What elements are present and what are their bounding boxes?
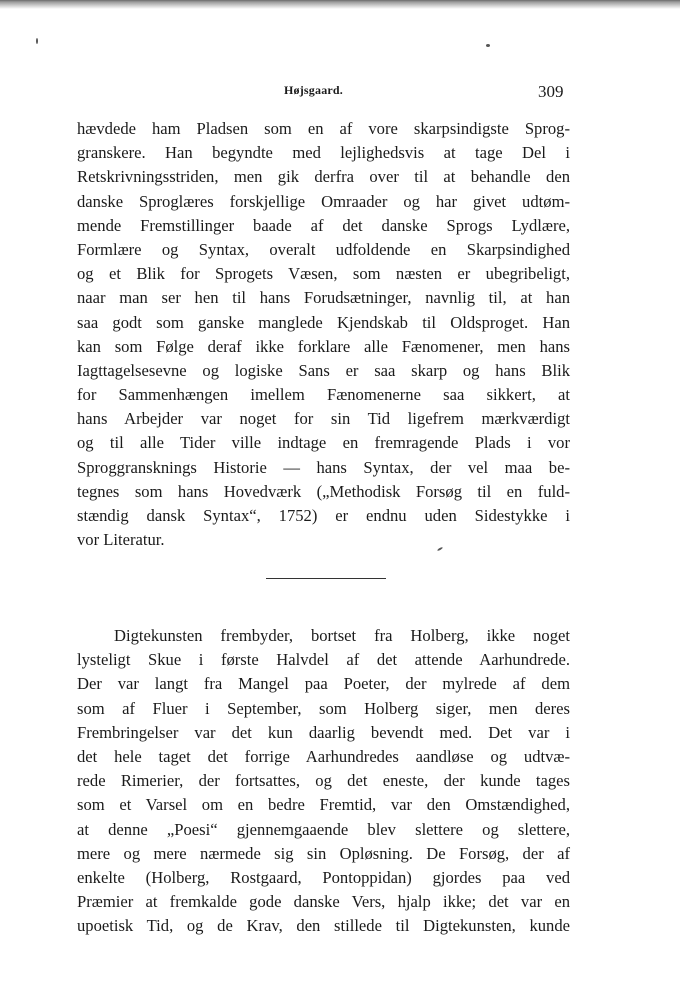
text-line: og et Blik for Sprogets Væsen, som næsten er ubegribeligt, — [77, 264, 570, 284]
text-line: saa godt som ganske manglede Kjendskab til Oldsproget. Han — [77, 312, 570, 332]
running-title: Højsgaard. — [284, 83, 343, 97]
running-head — [0, 82, 680, 102]
page-number: 309 — [538, 82, 564, 101]
text-line: vor Literatur. — [77, 530, 165, 550]
text-line: enkelte (Holberg, Rostgaard, Pontoppidan) gjordes paa ved — [77, 867, 570, 887]
text-line: Retskrivningsstriden, men gik derfra over til at behandle den — [77, 167, 570, 187]
scan-speck — [486, 44, 490, 47]
text-line: og til alle Tider ville indtage en fremragende Plads i vor — [77, 433, 570, 453]
text-line: kan som Følge deraf ikke forklare alle Fænomener, men hans — [77, 336, 570, 356]
text-line: naar man ser hen til hans Forudsætninger, navnlig til, at han — [77, 288, 570, 308]
text-line: tegnes som hans Hovedværk („Methodisk Forsøg til en fuld- — [77, 481, 570, 501]
text-line: for Sammenhængen imellem Fænomenerne saa sikkert, at — [77, 385, 570, 405]
text-line: danske Sproglæres forskjellige Omraader og har givet udtøm- — [77, 191, 570, 211]
text-line: Sproggransknings Historie — hans Syntax, der vel maa be- — [77, 457, 570, 477]
text-line: upoetisk Tid, og de Krav, den stillede til Digtekunsten, kunde — [77, 916, 570, 936]
text-line: hævdede ham Pladsen som en af vore skarpsindigste Sprog- — [77, 119, 570, 138]
text-line: hans Arbejder var noget for sin Tid ligefrem mærkværdigt — [77, 409, 570, 429]
paragraph-2 — [77, 624, 570, 938]
text-line: mere og mere nærmede sig sin Opløsning. De Forsøg, der af — [77, 843, 570, 863]
section-divider — [266, 578, 386, 579]
text-line: lysteligt Skue i første Halvdel af det attende Aarhundrede. — [77, 650, 570, 670]
text-line: rede Rimerier, der fortsattes, og det eneste, der kunde tages — [77, 771, 570, 791]
text-line: Iagttagelsesevne og logiske Sans er saa skarp og hans Blik — [77, 360, 570, 380]
text-line: stændig dansk Syntax“, 1752) er endnu uden Sidestykke i — [77, 506, 570, 525]
text-line: granskere. Han begyndte med lejlighedsvis at tage Del i — [77, 143, 570, 163]
text-line: Formlære og Syntax, overalt udfoldende en Skarpsindighed — [77, 239, 570, 259]
text-line: Frembringelser var det kun daarlig bevendt med. Det var i — [77, 722, 570, 742]
text-line: Der var langt fra Mangel paa Poeter, der mylrede af dem — [77, 674, 570, 694]
text-line: som et Varsel om en bedre Fremtid, var den Omstændighed, — [77, 795, 570, 815]
text-line: mende Fremstillinger baade af det danske Sprogs Lydlære, — [77, 215, 570, 235]
text-line: det hele taget det forrige Aarhundredes aandløse og udtvæ- — [77, 746, 570, 766]
scan-speck — [36, 38, 38, 44]
text-line: at denne „Poesi“ gjennemgaaende blev slettere og slettere, — [77, 819, 570, 839]
text-line: Digtekunsten frembyder, bortset fra Holberg, ikke noget — [114, 626, 570, 645]
text-line: som af Fluer i September, som Holberg siger, men deres — [77, 698, 570, 718]
text-line: Præmier at fremkalde gode danske Vers, hjalp ikke; det var en — [77, 892, 570, 912]
scan-top-edge — [0, 0, 680, 10]
paragraph-1 — [77, 117, 570, 552]
